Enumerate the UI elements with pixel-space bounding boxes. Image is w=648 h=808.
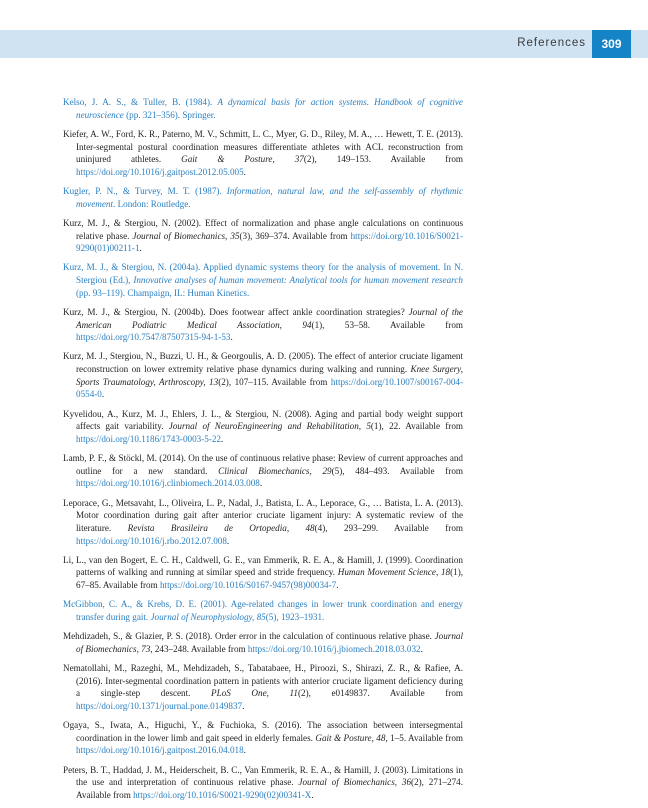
reference-source-title: Innovative analyses of human movement: Analytical tools for human movement research <box>133 275 463 285</box>
reference-entry <box>63 452 463 490</box>
reference-entry <box>63 554 463 592</box>
reference-source-title: Information, natural law, and the self-assembly of rhythmic movement <box>76 186 463 209</box>
reference-source-title: PLoS One, 11 <box>211 688 298 699</box>
reference-text: . <box>139 243 142 254</box>
reference-entry <box>63 630 463 655</box>
reference-source-title: Gait & Posture, 37 <box>181 154 304 165</box>
reference-list <box>63 96 463 808</box>
reference-text: Leporace, G., Metsavaht, L., Oliveira, L. P., Nadal, J., Batista, L. A., Leporace, G., … Batista, L. A. (2013). Motor coordination during gait after anterior cruciate ligament injury: A systematic review of the literature. <box>63 497 463 533</box>
doi-link[interactable]: https://doi.org/10.7547/87507315-94-1-53 <box>76 332 231 343</box>
reference-entry <box>63 96 463 121</box>
reference-text: (5), 1923–1931. <box>265 611 325 622</box>
reference-source-title: Journal of Biomechanics, 35 <box>132 230 240 241</box>
reference-text: . <box>243 745 246 756</box>
reference-entry <box>63 408 463 446</box>
reference-source-title: Human Movement Science, 18 <box>337 567 451 578</box>
doi-link[interactable]: https://doi.org/10.1371/journal.pone.0149837 <box>76 700 243 711</box>
reference-entry <box>63 764 463 802</box>
reference-text: . <box>311 789 314 800</box>
reference-text: Kelso, J. A. S., & Tuller, B. (1984). <box>63 97 218 107</box>
reference-text: Mehdizadeh, S., & Glazier, P. S. (2018). Order error in the calculation of continuous relative phase. <box>63 631 435 641</box>
reference-text: . <box>226 535 230 546</box>
doi-link[interactable]: https://doi.org/10.1016/j.clinbiomech.2014.03.008 <box>76 478 260 489</box>
reference-text: (1), 53–58. Available from <box>311 319 463 330</box>
reference-text: . <box>259 478 263 489</box>
reference-text: (4), 293–299. Available from <box>314 522 463 533</box>
reference-text: Kyvelidou, A., Kurz, M. J., Ehlers, J. L., & Stergiou, N. (2008). Aging and partial body weight support affects gait variability. <box>63 408 463 432</box>
reference-entry <box>63 128 463 179</box>
reference-entry <box>63 662 463 713</box>
running-head-title: References <box>517 37 586 49</box>
doi-link[interactable]: https://doi.org/10.1007/s00167-004-0554-0 <box>76 376 463 400</box>
reference-text: McGibbon, C. A., & Krebs, D. E. (2001). Age-related changes in lower trunk coordination and energy transfer during gait. <box>63 599 463 622</box>
reference-text: . <box>101 389 105 400</box>
reference-text: Ogaya, S., Iwata, A., Higuchi, Y., & Fuchioka, S. (2016). The association between intersegmental coordination in the lower limb and gait speed in elderly females. <box>63 720 463 743</box>
reference-text: (2), 149–153. Available from <box>303 154 463 165</box>
doi-link[interactable]: https://doi.org/10.1016/S0167-9457(98)00034-7 <box>159 580 337 591</box>
reference-entry <box>63 598 463 623</box>
reference-text: Kurz, M. J., Stergiou, N., Buzzi, U. H., & Georgoulis, A. D. (2005). The effect of anterior cruciate ligament reconstruction on lower extremity relative phase dynamics during walking and running. <box>63 351 463 374</box>
reference-text: (1), 67–85. Available from <box>76 567 464 591</box>
reference-source-title: Clinical Biomechanics, 29 <box>218 465 332 476</box>
reference-text: Kiefer, A. W., Ford, K. R., Paterno, M. V., Schmitt, L. C., Myer, G. D., Riley, M. A., … Hewett, T. E. (2013). Inter-segmental postural coordination measures differentiate athletes with ACL reconstruction from uninjured athletes. <box>63 128 463 165</box>
reference-entry <box>63 306 463 344</box>
reference-source-title: Knee Surgery, Sports Traumatology, Arthroscopy, 13 <box>76 364 463 387</box>
doi-link[interactable]: https://doi.org/10.1016/j.jbiomech.2018.03.032 <box>247 643 421 654</box>
reference-source-title: A dynamical basis for action systems. Handbook of cognitive neuroscience <box>76 97 463 120</box>
reference-text: Nematollahi, M., Razeghi, M., Mehdizadeh, S., Tabatabaee, H., Piroozi, S., Shirazi, Z. R., & Rafiee, A. (2016). Inter-segmental coordination pattern in patients with anterior cruciate ligament deficiency during a single-step descent. <box>63 662 463 699</box>
reference-text: (1), 22. Available from <box>370 421 464 432</box>
reference-text: Lamb, P. F., & Stöckl, M. (2014). On the use of continuous relative phase: Review of current approaches and outline for a new standard. <box>63 453 463 476</box>
reference-source-title: Revista Brasileira de Ortopedia, 48 <box>127 522 315 533</box>
reference-source-title: Journal of NeuroEngineering and Rehabilitation, 5 <box>168 421 371 432</box>
doi-link[interactable]: https://doi.org/10.1016/j.gaitpost.2012.05.005 <box>76 166 244 177</box>
reference-text: (5), 484–493. Available from <box>331 465 463 476</box>
page-number: 309 <box>601 37 622 51</box>
reference-text: , 243–248. Available from <box>150 643 248 654</box>
reference-source-title: Journal of Neurophysiology, 85 <box>150 611 266 622</box>
reference-text: (pp. 321–356). Springer. <box>123 109 216 120</box>
reference-text: (3), 369–374. Available from <box>239 230 351 241</box>
reference-text: Kurz, M. J., & Stergiou, N. (2004b). Does footwear affect ankle coordination strategies? <box>63 306 409 317</box>
doi-link[interactable]: https://doi.org/10.1016/j.rbo.2012.07.008 <box>76 535 227 546</box>
reference-text: . London: Routledge. <box>113 198 191 209</box>
reference-text: . <box>220 433 224 444</box>
reference-entry <box>63 350 463 401</box>
reference-text: . <box>242 700 245 711</box>
reference-text: (pp. 93–119). Champaign, IL: Human Kinetics. <box>76 287 250 298</box>
reference-text: (2), 271–274. Available from <box>76 777 464 800</box>
reference-entry <box>63 719 463 757</box>
reference-source-title: Gait & Posture, 48 <box>315 732 386 743</box>
reference-source-title: Journal of Biomechanics, 36 <box>298 777 412 788</box>
reference-text: , 1–5. Available from <box>385 732 464 743</box>
reference-entry <box>63 261 463 299</box>
reference-entry <box>63 497 463 548</box>
doi-link[interactable]: https://doi.org/10.1186/1743-0003-5-22 <box>76 433 221 444</box>
reference-text: (2), 107–115. Available from <box>218 376 331 387</box>
reference-entry <box>63 185 463 210</box>
reference-text: Kurz, M. J., & Stergiou, N. (2002). Effect of normalization and phase angle calculations on continuous relative phase. <box>63 217 463 241</box>
reference-text: . <box>336 580 339 591</box>
reference-text: (2), e0149837. Available from <box>297 688 463 699</box>
reference-text: Li, L., van den Bogert, E. C. H., Caldwell, G. E., van Emmerik, R. E. A., & Hamill, J. (1999). Coordination patterns of walking and running at similar speed and stride frequency. <box>63 554 463 578</box>
reference-text: Kurz, M. J., & Stergiou, N. (2004a). Applied dynamic systems theory for the analysis of movement. In N. Stergiou (Ed.), <box>63 262 463 285</box>
doi-link[interactable]: https://doi.org/10.1016/j.gaitpost.2016.04.018 <box>76 745 244 756</box>
reference-entry <box>63 217 463 255</box>
doi-link[interactable]: https://doi.org/10.1016/S0021-9290(01)00211-1 <box>76 230 463 254</box>
reference-text: . <box>420 643 423 654</box>
reference-text: . <box>243 166 246 177</box>
reference-text: . <box>230 332 233 343</box>
reference-source-title: Journal of Biomechanics, 73 <box>76 631 463 654</box>
reference-text: Kugler, P. N., & Turvey, M. T. (1987). <box>63 186 227 196</box>
page-number-tab <box>592 30 631 58</box>
doi-link[interactable]: https://doi.org/10.1016/S0021-9290(02)00341-X <box>133 789 312 800</box>
reference-text: Peters, B. T., Haddad, J. M., Heiderscheit, B. C., Van Emmerik, R. E. A., & Hamill, J. (2003). Limitations in the use and interpretation of continuous relative phase. <box>63 764 463 788</box>
reference-source-title: Journal of the American Podiatric Medical Association, 94 <box>76 306 463 330</box>
